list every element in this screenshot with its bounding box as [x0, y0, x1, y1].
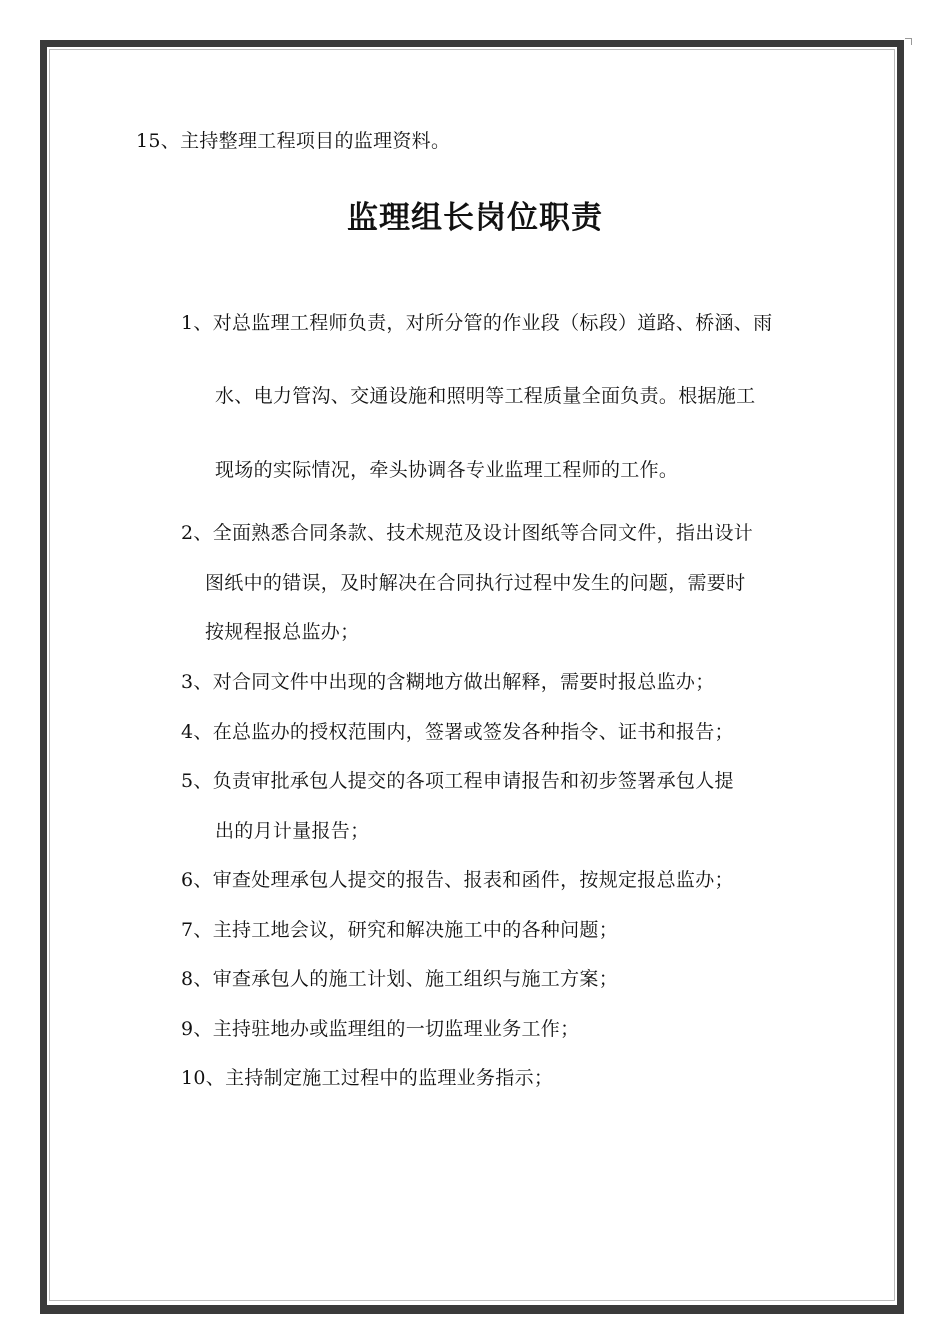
item-4: 4、在总监办的授权范围内，签署或签发各种指令、证书和报告； [181, 721, 734, 743]
item-2-line-3: 按规程报总监办； [205, 621, 360, 643]
item-1-line-2: 水、电力管沟、交通设施和照明等工程质量全面负责。根据施工 [215, 385, 756, 407]
item-7: 7、主持工地会议，研究和解决施工中的各种问题； [181, 919, 618, 941]
crop-mark [905, 38, 912, 45]
item-8: 8、审查承包人的施工计划、施工组织与施工方案； [181, 968, 618, 990]
item-2-line-2: 图纸中的错误，及时解决在合同执行过程中发生的问题，需要时 [205, 572, 746, 594]
item-5-line-2: 出的月计量报告； [215, 820, 370, 842]
item-15-continued: 15、主持整理工程项目的监理资料。 [136, 130, 451, 152]
item-2-line-1: 2、全面熟悉合同条款、技术规范及设计图纸等合同文件，指出设计 [181, 522, 754, 544]
item-3: 3、对合同文件中出现的含糊地方做出解释，需要时报总监办； [181, 671, 715, 693]
item-1-line-1: 1、对总监理工程师负责，对所分管的作业段（标段）道路、桥涵、雨 [181, 312, 773, 334]
item-6: 6、审查处理承包人提交的报告、报表和函件，按规定报总监办； [181, 869, 734, 891]
item-9: 9、主持驻地办或监理组的一切监理业务工作； [181, 1018, 580, 1040]
item-1-line-3: 现场的实际情况，牵头协调各专业监理工程师的工作。 [215, 459, 679, 481]
item-5-line-1: 5、负责审批承包人提交的各项工程申请报告和初步签署承包人提 [181, 770, 734, 792]
page-title: 监理组长岗位职责 [347, 200, 603, 236]
item-10: 10、主持制定施工过程中的监理业务指示； [181, 1067, 554, 1089]
